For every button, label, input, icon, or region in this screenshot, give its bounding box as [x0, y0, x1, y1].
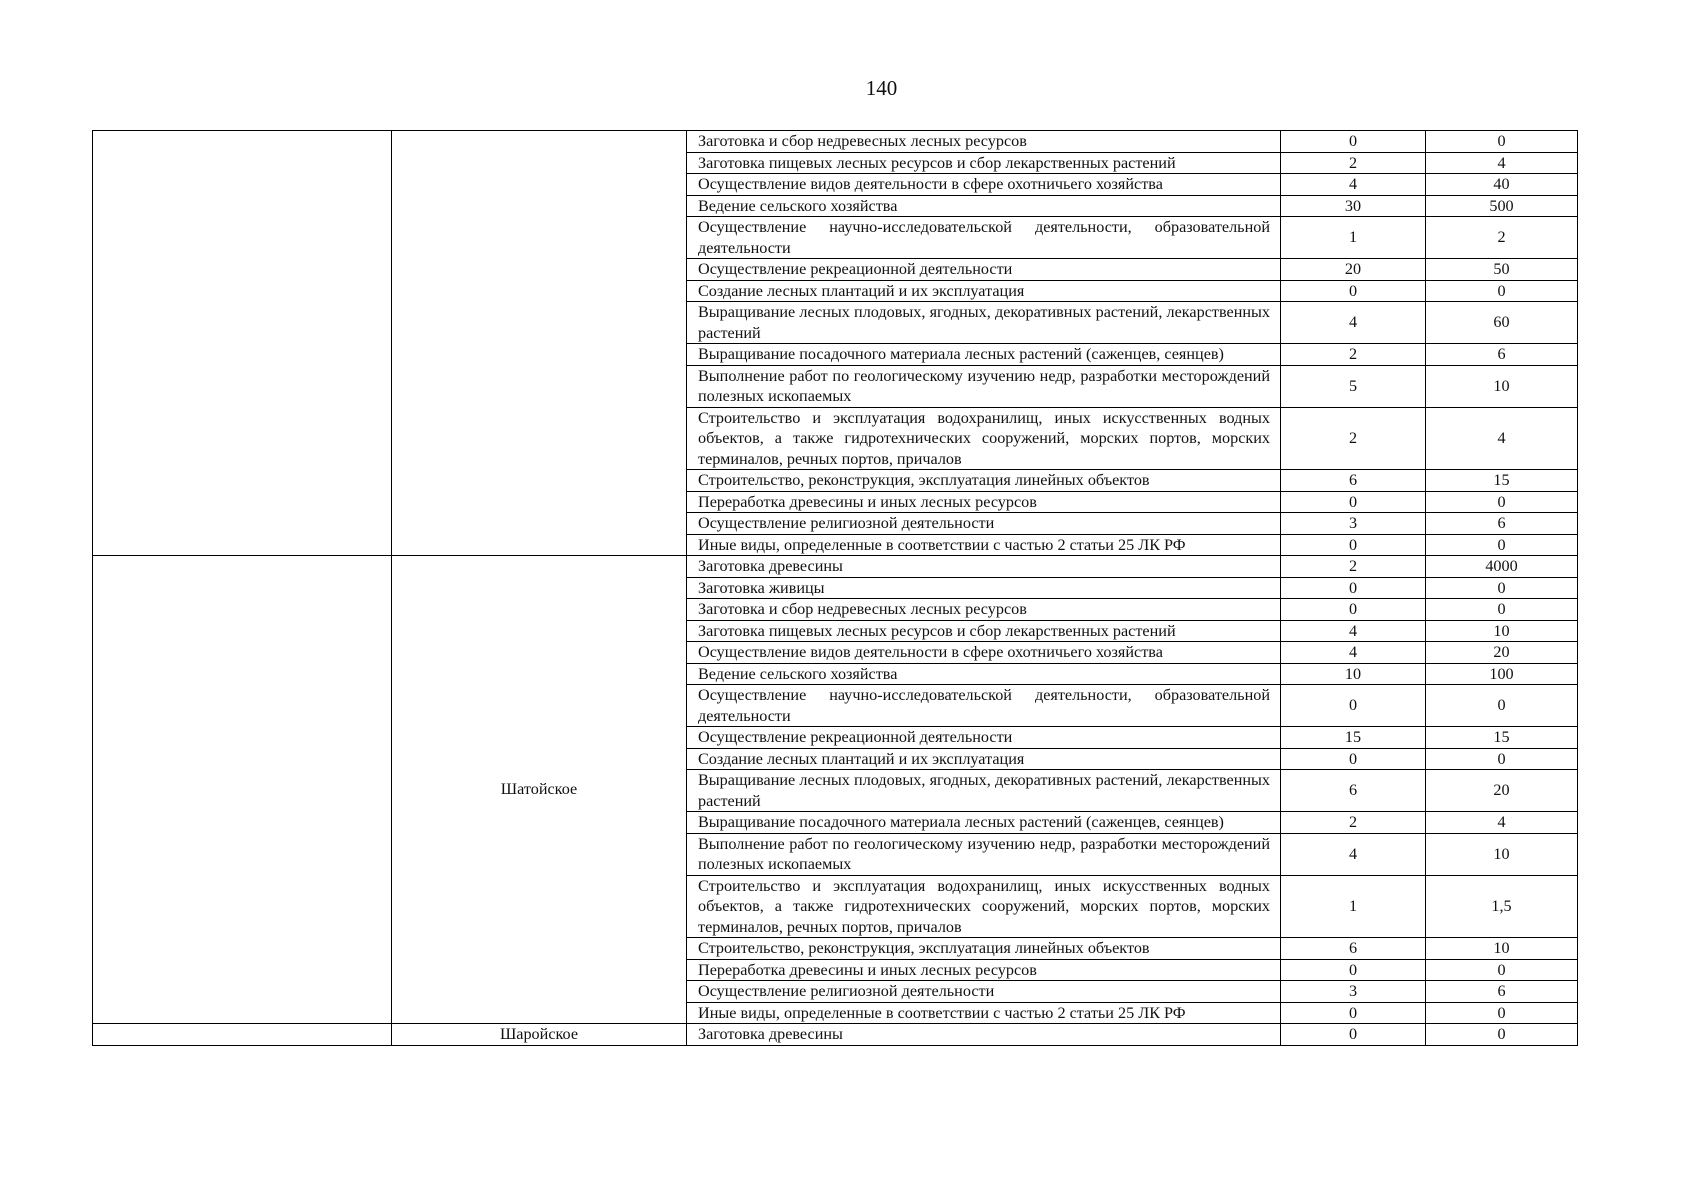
value-2-cell: 10 [1426, 833, 1578, 875]
value-2-cell: 15 [1426, 727, 1578, 749]
activity-cell: Заготовка живицы [687, 577, 1281, 599]
value-1-cell: 0 [1281, 959, 1426, 981]
value-1-cell: 2 [1281, 344, 1426, 366]
value-1-cell: 1 [1281, 217, 1426, 259]
activity-cell: Осуществление видов деятельности в сфере охотничьего хозяйства [687, 642, 1281, 664]
value-2-cell: 0 [1426, 959, 1578, 981]
activity-cell: Осуществление видов деятельности в сфере охотничьего хозяйства [687, 174, 1281, 196]
activity-cell: Переработка древесины и иных лесных ресурсов [687, 491, 1281, 513]
activity-cell: Ведение сельского хозяйства [687, 195, 1281, 217]
activity-cell: Создание лесных плантаций и их эксплуатация [687, 280, 1281, 302]
value-2-cell: 0 [1426, 1002, 1578, 1024]
activity-cell: Выращивание лесных плодовых, ягодных, декоративных растений, лекарственных растений [687, 302, 1281, 344]
value-2-cell: 0 [1426, 491, 1578, 513]
value-2-cell: 50 [1426, 259, 1578, 281]
value-2-cell: 6 [1426, 981, 1578, 1003]
value-1-cell: 0 [1281, 1002, 1426, 1024]
value-1-cell: 0 [1281, 280, 1426, 302]
value-2-cell: 20 [1426, 770, 1578, 812]
value-2-cell: 6 [1426, 513, 1578, 535]
activity-cell: Строительство, реконструкция, эксплуатация линейных объектов [687, 938, 1281, 960]
activity-cell: Выращивание лесных плодовых, ягодных, декоративных растений, лекарственных растений [687, 770, 1281, 812]
value-2-cell: 10 [1426, 938, 1578, 960]
value-2-cell: 0 [1426, 131, 1578, 153]
value-2-cell: 10 [1426, 620, 1578, 642]
value-2-cell: 500 [1426, 195, 1578, 217]
value-2-cell: 15 [1426, 470, 1578, 492]
value-2-cell: 0 [1426, 1024, 1578, 1046]
region-cell [93, 1024, 392, 1046]
value-1-cell: 4 [1281, 174, 1426, 196]
value-2-cell: 4 [1426, 152, 1578, 174]
district-cell: Шаройское [392, 1024, 687, 1046]
table-row [93, 131, 1578, 153]
activity-cell: Строительство, реконструкция, эксплуатация линейных объектов [687, 470, 1281, 492]
activity-cell: Выращивание посадочного материала лесных растений (саженцев, сеянцев) [687, 344, 1281, 366]
value-2-cell: 4000 [1426, 556, 1578, 578]
value-1-cell: 6 [1281, 770, 1426, 812]
activity-cell: Заготовка и сбор недревесных лесных ресурсов [687, 599, 1281, 621]
value-2-cell: 4 [1426, 812, 1578, 834]
activity-cell: Заготовка древесины [687, 1024, 1281, 1046]
activity-cell: Иные виды, определенные в соответствии с частью 2 статьи 25 ЛК РФ [687, 1002, 1281, 1024]
activity-cell: Выполнение работ по геологическому изучению недр, разработки месторождений полезных ископаемых [687, 833, 1281, 875]
value-1-cell: 15 [1281, 727, 1426, 749]
activity-cell: Заготовка пищевых лесных ресурсов и сбор лекарственных растений [687, 620, 1281, 642]
value-1-cell: 3 [1281, 513, 1426, 535]
region-cell [93, 131, 392, 556]
value-1-cell: 0 [1281, 1024, 1426, 1046]
activity-cell: Осуществление религиозной деятельности [687, 981, 1281, 1003]
activity-cell: Выполнение работ по геологическому изучению недр, разработки месторождений полезных ископаемых [687, 365, 1281, 407]
value-2-cell: 0 [1426, 599, 1578, 621]
value-2-cell: 1,5 [1426, 875, 1578, 938]
value-2-cell: 6 [1426, 344, 1578, 366]
value-1-cell: 5 [1281, 365, 1426, 407]
table-row [93, 1024, 1578, 1046]
value-1-cell: 2 [1281, 812, 1426, 834]
value-1-cell: 0 [1281, 685, 1426, 727]
activity-cell: Ведение сельского хозяйства [687, 663, 1281, 685]
activity-cell: Заготовка пищевых лесных ресурсов и сбор лекарственных растений [687, 152, 1281, 174]
value-1-cell: 0 [1281, 534, 1426, 556]
value-1-cell: 20 [1281, 259, 1426, 281]
activity-cell: Осуществление научно-исследовательской деятельности, образовательной деятельности [687, 685, 1281, 727]
district-cell [392, 131, 687, 556]
activity-cell: Заготовка древесины [687, 556, 1281, 578]
activity-cell: Осуществление научно-исследовательской деятельности, образовательной деятельности [687, 217, 1281, 259]
activity-cell: Переработка древесины и иных лесных ресурсов [687, 959, 1281, 981]
activity-cell: Выращивание посадочного материала лесных растений (саженцев, сеянцев) [687, 812, 1281, 834]
activity-cell: Осуществление религиозной деятельности [687, 513, 1281, 535]
activity-cell: Иные виды, определенные в соответствии с частью 2 статьи 25 ЛК РФ [687, 534, 1281, 556]
value-1-cell: 3 [1281, 981, 1426, 1003]
value-1-cell: 6 [1281, 938, 1426, 960]
value-1-cell: 0 [1281, 599, 1426, 621]
activity-cell: Осуществление рекреационной деятельности [687, 727, 1281, 749]
value-1-cell: 0 [1281, 748, 1426, 770]
value-1-cell: 30 [1281, 195, 1426, 217]
table-body [93, 131, 1578, 1046]
region-cell [93, 556, 392, 1024]
value-1-cell: 4 [1281, 642, 1426, 664]
value-2-cell: 20 [1426, 642, 1578, 664]
value-1-cell: 1 [1281, 875, 1426, 938]
value-1-cell: 4 [1281, 620, 1426, 642]
value-2-cell: 0 [1426, 577, 1578, 599]
value-2-cell: 2 [1426, 217, 1578, 259]
value-1-cell: 10 [1281, 663, 1426, 685]
activity-cell: Строительство и эксплуатация водохранилищ, иных искусственных водных объектов, а также гидротехнических сооружений, морских портов, морских терминалов, речных портов, причалов [687, 407, 1281, 470]
table-row [93, 556, 1578, 578]
activity-cell: Создание лесных плантаций и их эксплуатация [687, 748, 1281, 770]
value-1-cell: 4 [1281, 833, 1426, 875]
district-cell: Шатойское [392, 556, 687, 1024]
value-2-cell: 0 [1426, 685, 1578, 727]
activity-cell: Заготовка и сбор недревесных лесных ресурсов [687, 131, 1281, 153]
value-2-cell: 0 [1426, 748, 1578, 770]
value-1-cell: 0 [1281, 577, 1426, 599]
value-1-cell: 2 [1281, 152, 1426, 174]
value-1-cell: 2 [1281, 556, 1426, 578]
value-1-cell: 0 [1281, 491, 1426, 513]
value-1-cell: 0 [1281, 131, 1426, 153]
value-1-cell: 2 [1281, 407, 1426, 470]
value-2-cell: 0 [1426, 280, 1578, 302]
value-2-cell: 100 [1426, 663, 1578, 685]
value-1-cell: 4 [1281, 302, 1426, 344]
value-1-cell: 6 [1281, 470, 1426, 492]
forest-use-table [92, 130, 1578, 1046]
value-2-cell: 60 [1426, 302, 1578, 344]
activity-cell: Осуществление рекреационной деятельности [687, 259, 1281, 281]
activity-cell: Строительство и эксплуатация водохранилищ, иных искусственных водных объектов, а также гидротехнических сооружений, морских портов, морских терминалов, речных портов, причалов [687, 875, 1281, 938]
value-2-cell: 4 [1426, 407, 1578, 470]
page-number: 140 [865, 76, 898, 100]
value-2-cell: 40 [1426, 174, 1578, 196]
value-2-cell: 10 [1426, 365, 1578, 407]
value-2-cell: 0 [1426, 534, 1578, 556]
